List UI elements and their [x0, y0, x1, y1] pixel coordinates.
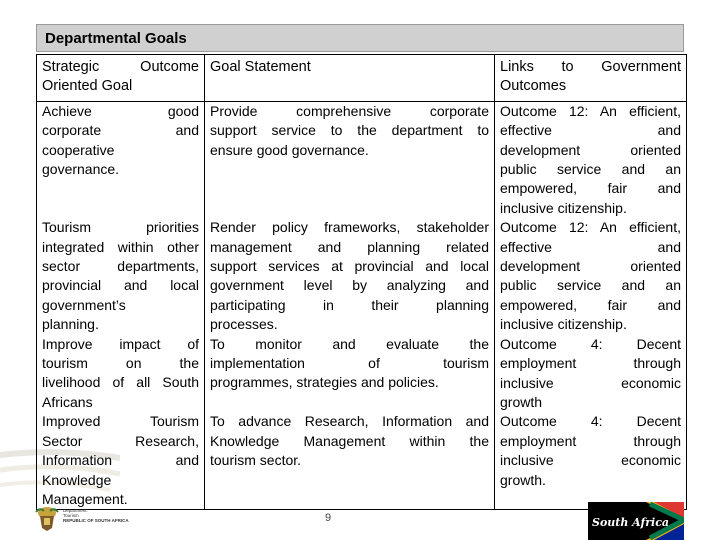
- cell-line: support service to the department to: [210, 122, 489, 139]
- cell-line: empowered, fair and: [500, 296, 681, 313]
- table-row: [37, 101, 687, 510]
- cell-line: development oriented: [500, 258, 681, 275]
- cell-line: development oriented: [500, 141, 681, 158]
- spacer: [42, 199, 199, 218]
- cell-line: government level by analyzing and: [210, 277, 489, 294]
- cell-line: livelihood of all South: [42, 374, 199, 391]
- cell-line: inclusive economic: [500, 374, 681, 391]
- cell-line: provincial and local: [42, 277, 199, 294]
- spacer: [210, 393, 489, 412]
- header-line: Outcomes: [500, 78, 567, 95]
- spacer: [210, 490, 489, 509]
- cell-line: Achieve good: [42, 102, 199, 119]
- cell-line: To advance Research, Information and: [210, 413, 489, 430]
- spacer: [210, 199, 489, 218]
- cell-line: support services at provincial and local: [210, 258, 489, 275]
- cell-line: inclusive citizenship.: [500, 199, 627, 216]
- cell-line: Improve impact of: [42, 335, 199, 352]
- cell-line: ensure good governance.: [210, 141, 369, 158]
- department-text: [63, 508, 143, 523]
- cell-line: employment through: [500, 355, 681, 372]
- cell-line: governance.: [42, 161, 120, 178]
- cell-line: sector departments,: [42, 258, 199, 275]
- cell-line: To monitor and evaluate the: [210, 335, 489, 352]
- cell-line: Knowledge Management within the: [210, 432, 489, 449]
- cell-line: growth: [500, 393, 543, 410]
- cell-line: employment through: [500, 432, 681, 449]
- coat-of-arms-icon: [34, 504, 60, 532]
- cell-line: public service and an: [500, 277, 681, 294]
- header-text: Goal Statement: [210, 59, 311, 75]
- cell-line: Africans: [42, 393, 93, 410]
- cell-line: Provide comprehensive corporate: [210, 102, 489, 119]
- goals-table: [36, 54, 687, 510]
- header-line: Strategic Outcome: [42, 59, 199, 75]
- cell-line: management and planning related: [210, 238, 489, 255]
- dept-line: REPUBLIC OF SOUTH AFRICA: [63, 518, 129, 523]
- spacer: [210, 179, 489, 198]
- cell-line: effective and: [500, 238, 681, 255]
- cell-line: planning.: [42, 316, 99, 333]
- col1-cell: [37, 101, 205, 510]
- cell-line: growth.: [500, 471, 546, 488]
- cell-line: corporate and: [42, 122, 199, 139]
- cell-line: Information and: [42, 452, 199, 469]
- cell-line: implementation of tourism: [210, 355, 489, 372]
- dept-line: Tourism: [63, 513, 79, 518]
- cell-line: Outcome 4: Decent: [500, 335, 681, 352]
- page-title: Departmental Goals: [45, 30, 187, 47]
- cell-line: public service and an: [500, 161, 681, 178]
- header-strategic-outcome: [37, 55, 205, 102]
- dept-line: Department:: [63, 508, 88, 513]
- cell-line: inclusive citizenship.: [500, 316, 627, 333]
- south-africa-brand-logo: [588, 496, 684, 540]
- cell-line: processes.: [210, 316, 278, 333]
- col3-cell: [495, 101, 687, 510]
- header-line: Links to Government: [500, 59, 681, 75]
- cell-line: tourism sector.: [210, 452, 302, 469]
- col2-cell: [205, 101, 495, 510]
- header-links-government: [495, 55, 687, 102]
- cell-line: participating in their planning: [210, 296, 489, 313]
- page-number: 9: [325, 512, 332, 524]
- header-line: Oriented Goal: [42, 78, 133, 95]
- header-row: [37, 55, 687, 102]
- cell-line: Outcome 12: An efficient,: [500, 102, 681, 119]
- spacer: [42, 179, 199, 198]
- cell-line: programmes, strategies and policies.: [210, 374, 439, 391]
- cell-line: Sector Research,: [42, 432, 199, 449]
- department-logo: [34, 502, 144, 536]
- cell-line: government’s: [42, 296, 126, 313]
- spacer: [210, 470, 489, 489]
- cell-line: Outcome 4: Decent: [500, 413, 681, 430]
- spacer: [210, 160, 489, 179]
- header-goal-statement: [205, 55, 495, 102]
- cell-line: Outcome 12: An efficient,: [500, 219, 681, 236]
- cell-line: inclusive economic: [500, 452, 681, 469]
- cell-line: cooperative: [42, 141, 115, 158]
- cell-line: Management.: [42, 490, 128, 507]
- cell-line: Tourism priorities: [42, 219, 199, 236]
- cell-line: Render policy frameworks, stakeholder: [210, 219, 489, 236]
- cell-line: empowered, fair and: [500, 180, 681, 197]
- cell-line: Knowledge: [42, 471, 112, 488]
- cell-line: integrated within other: [42, 238, 199, 255]
- title-bar: [36, 24, 684, 52]
- cell-line: tourism on the: [42, 355, 199, 372]
- cell-line: effective and: [500, 122, 681, 139]
- cell-line: Improved Tourism: [42, 413, 199, 430]
- brand-text: South Africa: [592, 516, 670, 529]
